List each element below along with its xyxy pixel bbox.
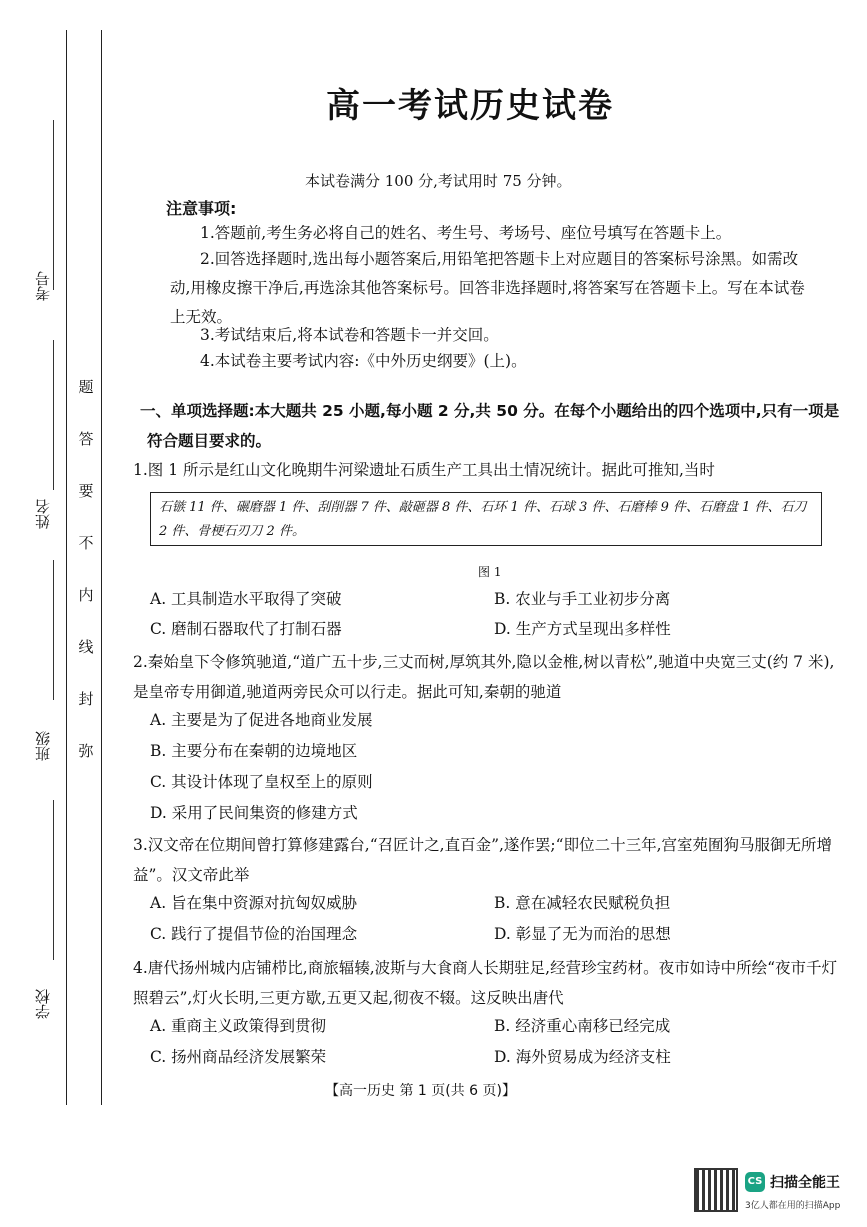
answer-option: A. 旨在集中资源对抗匈奴威胁 <box>150 894 358 912</box>
question-stem: 1.图 1 所示是红山文化晚期牛河梁遗址石质生产工具出土情况统计。据此可推知,当时 <box>133 461 715 479</box>
exam-subtitle: 本试卷满分 100 分,考试用时 75 分钟。 <box>305 172 572 190</box>
question-stem: 2.秦始皇下令修筑驰道,“道广五十步,三丈而树,厚筑其外,隐以金椎,树以青松”,驰道中央宽三丈(约 7 米),是皇帝专用御道,驰道两旁民众可以行走。据此可知,秦朝的驰道 <box>133 653 835 701</box>
answer-option: B. 农业与手工业初步分离 <box>494 590 671 608</box>
note-item: 1.答题前,考生务必将自己的姓名、考生号、考场号、座位号填写在答题卡上。 <box>200 224 732 242</box>
answer-option: A. 工具制造水平取得了突破 <box>150 590 342 608</box>
seal-char: 内 <box>78 586 94 604</box>
student-name-label: 姓名 <box>34 499 52 529</box>
school-blank <box>53 800 54 960</box>
note-item: 4.本试卷主要考试内容:《中外历史纲要》(上)。 <box>200 352 527 370</box>
seal-char: 题 <box>78 378 94 396</box>
seal-char: 封 <box>78 690 94 708</box>
camscanner-tagline: 3亿人都在用的扫描App <box>745 1201 841 1211</box>
class-label: 班级 <box>34 731 52 761</box>
binding-line-outer <box>66 30 67 1105</box>
seal-char: 不 <box>78 534 94 552</box>
seal-char: 答 <box>78 430 94 448</box>
answer-option: A. 重商主义政策得到贯彻 <box>150 1017 327 1035</box>
answer-option: D. 采用了民间集资的修建方式 <box>150 804 358 822</box>
seal-char: 线 <box>78 638 94 656</box>
seal-char: 弥 <box>78 742 94 760</box>
figure-box: 石镞 11 件、碾磨器 1 件、刮削器 7 件、敲砸器 8 件、石环 1 件、石球 3 件、石磨棒 9 件、石磨盘 1 件、石刀 2 件、骨梗石刃刀 2 件。 <box>150 492 822 546</box>
answer-option: D. 彰显了无为而治的思想 <box>494 925 671 943</box>
figure-caption: 图 1 <box>478 565 502 579</box>
page-footer: 【高一历史 第 1 页(共 6 页)】 <box>325 1083 516 1099</box>
answer-option: C. 其设计体现了皇权至上的原则 <box>150 773 373 791</box>
exam-title: 高一考试历史试卷 <box>326 86 614 126</box>
question-stem: 4.唐代扬州城内店铺栉比,商旅辐辏,波斯与大食商人长期驻足,经营珍宝药材。夜市如诗中所绘“夜市千灯照碧云”,灯火长明,三更方歇,五更又起,彻夜不辍。这反映出唐代 <box>133 959 837 1007</box>
notes-heading: 注意事项: <box>166 199 237 218</box>
answer-option: C. 扬州商品经济发展繁荣 <box>150 1048 327 1066</box>
note-item: 2.回答选择题时,选出每小题答案后,用铅笔把答题卡上对应题目的答案标号涂黑。如需改动,用橡皮擦干净后,再选涂其他答案标号。回答非选择题时,将答案写在答题卡上。写在本试卷上无效。 <box>170 250 805 326</box>
seal-char: 要 <box>78 482 94 500</box>
answer-option: B. 经济重心南移已经完成 <box>494 1017 671 1035</box>
note-item: 3.考试结束后,将本试卷和答题卡一并交回。 <box>200 326 499 344</box>
school-label: 学校 <box>34 989 52 1019</box>
answer-option: D. 生产方式呈现出多样性 <box>494 620 671 638</box>
exam-number-blank <box>53 120 54 290</box>
section-title: 一、单项选择题:本大题共 25 小题,每小题 2 分,共 50 分。在每个小题给出的四个选项中,只有一项是符合题目要求的。 <box>140 402 840 450</box>
camscanner-logo-icon: CS <box>745 1172 765 1192</box>
answer-option: C. 践行了提倡节俭的治国理念 <box>150 925 358 943</box>
exam-number-label: 考号 <box>34 271 52 301</box>
answer-option: B. 意在减轻农民赋税负担 <box>494 894 671 912</box>
answer-option: D. 海外贸易成为经济支柱 <box>494 1048 671 1066</box>
answer-option: A. 主要是为了促进各地商业发展 <box>150 711 373 729</box>
binding-line-inner <box>101 30 102 1105</box>
student-name-blank <box>53 340 54 490</box>
camscanner-name: 扫描全能王 <box>770 1175 840 1191</box>
class-blank <box>53 560 54 700</box>
question-stem: 3.汉文帝在位期间曾打算修建露台,“召匠计之,直百金”,遂作罢;“即位二十三年,宫室苑囿狗马服御无所增益”。汉文帝此举 <box>133 836 832 884</box>
qr-code-icon <box>694 1168 738 1212</box>
answer-option: C. 磨制石器取代了打制石器 <box>150 620 342 638</box>
answer-option: B. 主要分布在秦朝的边境地区 <box>150 742 358 760</box>
